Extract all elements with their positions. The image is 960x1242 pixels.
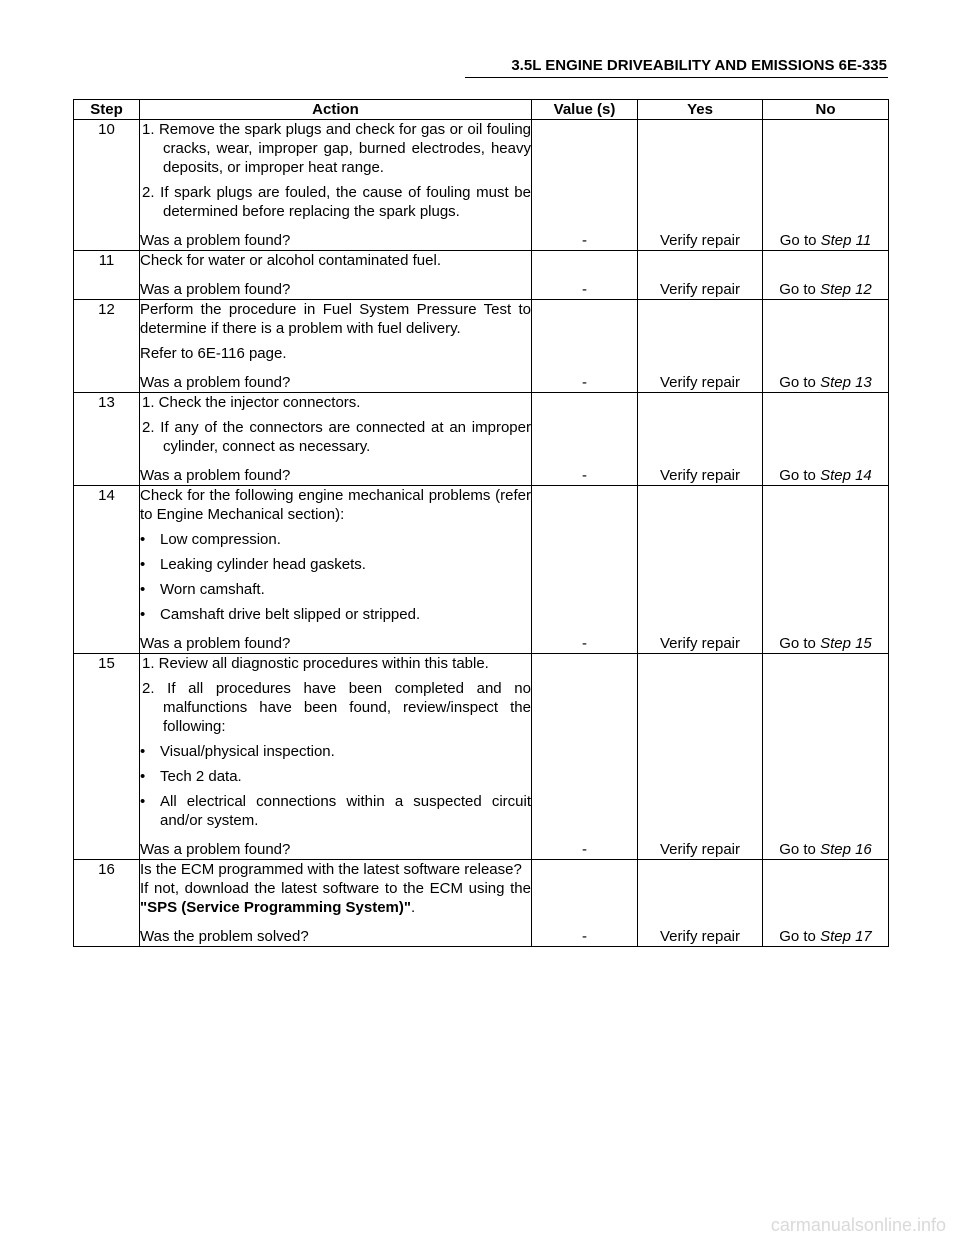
step-number: 14 <box>74 486 140 654</box>
yes-action-cell: Verify repair <box>638 120 763 251</box>
bullet-icon: • <box>140 768 146 785</box>
value-cell: - <box>532 860 638 947</box>
bullet-item <box>140 530 531 549</box>
column-header-yes: Yes <box>638 100 763 120</box>
no-action-cell <box>763 486 889 654</box>
numbered-instruction: 2. If any of the connectors are connected at an improper cylinder, connect as necessary. <box>142 419 531 455</box>
numbered-instruction: 2. If spark plugs are fouled, the cause of fouling must be determined before replacing the spark plugs. <box>142 184 531 220</box>
bullet-icon: • <box>140 581 146 598</box>
bullet-text: Low compression. <box>160 531 281 548</box>
bullet-item <box>140 767 531 786</box>
question-text: Was the problem solved? <box>140 928 309 945</box>
yes-action-cell: Verify repair <box>638 486 763 654</box>
sps-reference: "SPS (Service Programming System)" <box>140 899 411 916</box>
table-row <box>74 860 889 947</box>
no-action-cell <box>763 120 889 251</box>
no-action-cell <box>763 300 889 393</box>
header-divider <box>465 77 888 78</box>
value-cell: - <box>532 120 638 251</box>
no-action-cell <box>763 654 889 860</box>
step-number: 15 <box>74 654 140 860</box>
bullet-text: Worn camshaft. <box>160 581 265 598</box>
action-cell <box>140 860 532 947</box>
yes-action-cell: Verify repair <box>638 654 763 860</box>
action-cell <box>140 393 532 486</box>
question-text: Was a problem found? <box>140 232 291 249</box>
page-header-title: 3.5L ENGINE DRIVEABILITY AND EMISSIONS 6E-335 <box>511 57 887 74</box>
action-cell <box>140 300 532 393</box>
column-header-action: Action <box>140 100 532 120</box>
table-row <box>74 120 889 251</box>
goto-prefix: Go to <box>779 281 821 298</box>
column-header-value: Value (s) <box>532 100 638 120</box>
numbered-instruction: 2. If all procedures have been completed and no malfunctions have been found, review/inspect the following: <box>142 680 531 735</box>
bullet-item <box>140 580 531 599</box>
bullet-text: Camshaft drive belt slipped or stripped. <box>160 606 421 623</box>
question-text: Was a problem found? <box>140 281 291 298</box>
action-cell <box>140 251 532 300</box>
bullet-text: Visual/physical inspection. <box>160 743 335 760</box>
table-row <box>74 486 889 654</box>
no-action-cell <box>763 251 889 300</box>
bullet-text: Leaking cylinder head gaskets. <box>160 556 366 573</box>
table-row <box>74 393 889 486</box>
instruction-text <box>140 879 531 917</box>
goto-prefix: Go to <box>779 928 821 945</box>
value-cell: - <box>532 393 638 486</box>
bullet-icon: • <box>140 531 146 548</box>
instruction-text: Check for the following engine mechanical problems (refer to Engine Mechanical section): <box>140 487 531 523</box>
question-text: Was a problem found? <box>140 841 291 858</box>
bullet-icon: • <box>140 743 146 760</box>
bullet-text: All electrical connections within a suspected circuit and/or system. <box>160 793 531 829</box>
table-row <box>74 300 889 393</box>
action-cell <box>140 654 532 860</box>
bullet-item <box>140 605 531 624</box>
step-number: 11 <box>74 251 140 300</box>
step-number: 13 <box>74 393 140 486</box>
question-text: Was a problem found? <box>140 374 291 391</box>
next-step-link: Step 12 <box>820 281 872 298</box>
no-action-cell <box>763 393 889 486</box>
goto-prefix: Go to <box>779 232 821 249</box>
step-number: 12 <box>74 300 140 393</box>
bullet-text: Tech 2 data. <box>160 768 242 785</box>
watermark: carmanualsonline.info <box>770 1215 946 1235</box>
table-body <box>74 120 889 947</box>
instruction-text-lead: If not, download the latest software to the ECM using the <box>140 880 531 897</box>
next-step-link: Step 17 <box>820 928 872 945</box>
action-cell <box>140 120 532 251</box>
no-action-cell <box>763 860 889 947</box>
action-cell <box>140 486 532 654</box>
instruction-text: Is the ECM programmed with the latest software release? <box>140 861 522 878</box>
next-step-link: Step 13 <box>820 374 872 391</box>
column-header-step: Step <box>74 100 140 120</box>
goto-prefix: Go to <box>779 841 821 858</box>
next-step-link: Step 11 <box>820 232 872 249</box>
numbered-instruction: 1. Remove the spark plugs and check for gas or oil fouling cracks, wear, improper gap, burned electrodes, heavy deposits, or improper heat range. <box>142 121 531 176</box>
instruction-text: Refer to 6E-116 page. <box>140 345 287 362</box>
yes-action-cell: Verify repair <box>638 860 763 947</box>
bullet-item <box>140 742 531 761</box>
value-cell: - <box>532 486 638 654</box>
value-cell: - <box>532 251 638 300</box>
value-cell: - <box>532 654 638 860</box>
yes-action-cell: Verify repair <box>638 300 763 393</box>
yes-action-cell: Verify repair <box>638 393 763 486</box>
instruction-text-tail: . <box>411 899 416 916</box>
goto-prefix: Go to <box>779 467 821 484</box>
question-text: Was a problem found? <box>140 635 291 652</box>
bullet-item <box>140 555 531 574</box>
bullet-icon: • <box>140 606 146 623</box>
numbered-instruction: 1. Check the injector connectors. <box>142 394 361 411</box>
next-step-link: Step 16 <box>820 841 872 858</box>
numbered-instruction: 1. Review all diagnostic procedures within this table. <box>142 655 489 672</box>
step-number: 16 <box>74 860 140 947</box>
instruction-text: Perform the procedure in Fuel System Pressure Test to determine if there is a problem with fuel delivery. <box>140 301 531 337</box>
table-row <box>74 251 889 300</box>
yes-action-cell: Verify repair <box>638 251 763 300</box>
goto-prefix: Go to <box>779 374 821 391</box>
next-step-link: Step 14 <box>820 467 872 484</box>
step-number: 10 <box>74 120 140 251</box>
table-row <box>74 654 889 860</box>
bullet-icon: • <box>140 793 146 810</box>
value-cell: - <box>532 300 638 393</box>
goto-prefix: Go to <box>779 635 821 652</box>
instruction-text: Check for water or alcohol contaminated fuel. <box>140 252 441 269</box>
diagnostic-table <box>73 99 889 947</box>
next-step-link: Step 15 <box>820 635 872 652</box>
bullet-item <box>140 792 531 830</box>
bullet-icon: • <box>140 556 146 573</box>
table-header-row <box>74 100 889 120</box>
question-text: Was a problem found? <box>140 467 291 484</box>
column-header-no: No <box>763 100 889 120</box>
